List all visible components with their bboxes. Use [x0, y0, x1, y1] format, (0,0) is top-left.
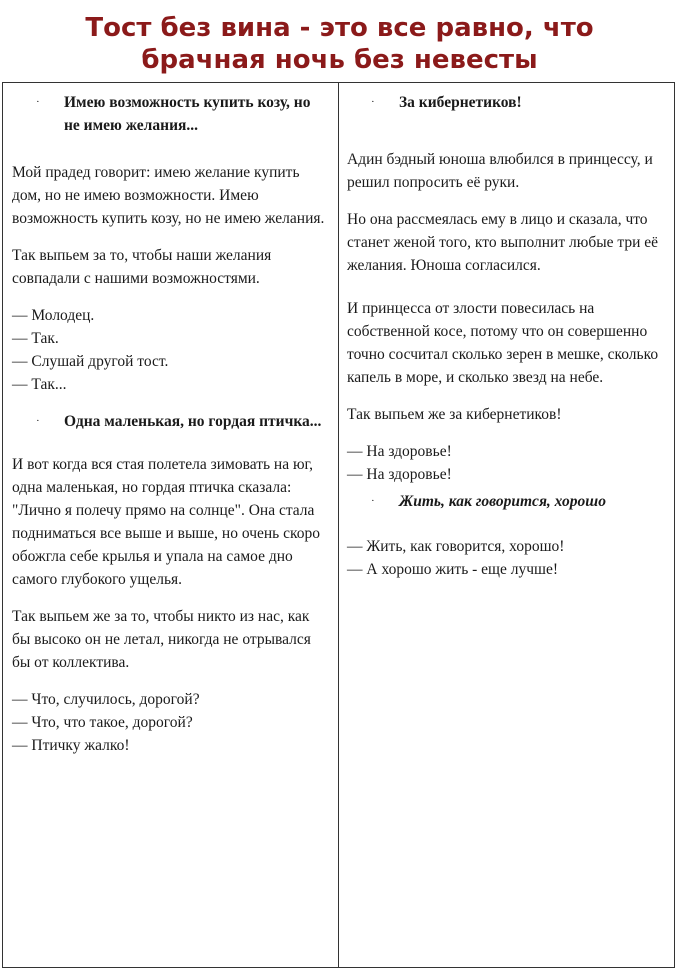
paragraph: Так выпьем же за то, чтобы никто из нас, как бы высоко он не летал, никогда не отрывался бы от коллектива. [12, 608, 311, 671]
paragraph: Адин бэдный юноша влюбился в принцессу, и решил попросить её руки. [347, 151, 653, 191]
paragraph: Так выпьем же за кибернетиков! [347, 406, 562, 423]
dialogue [12, 304, 330, 396]
dialogue-line: — Так. [12, 330, 59, 347]
dialogue-line: — Что, что такое, дорогой? [12, 714, 193, 731]
dialogue [347, 440, 666, 486]
bullet-icon: · [36, 96, 40, 108]
bullet-icon: · [371, 495, 375, 507]
dialogue-line: — На здоровье! [347, 466, 452, 483]
right-column [339, 83, 674, 967]
dialogue-line: — Птичку жалко! [12, 737, 130, 754]
dialogue-line: — Молодец. [12, 307, 95, 324]
bullet-icon: · [36, 415, 40, 427]
paragraph: Так выпьем за то, чтобы наши желания совпадали с нашими возможностями. [12, 247, 272, 287]
toast-heading: · Одна маленькая, но гордая птичка... [12, 410, 330, 433]
toast-heading: · Имею возможность купить козу, но не имею желания... [12, 91, 330, 137]
dialogue-line: — Так... [12, 376, 67, 393]
title-line-2: брачная ночь без невесты [141, 45, 538, 75]
toast-table [2, 82, 675, 968]
dialogue-line: — Слушай другой тост. [12, 353, 169, 370]
page-title [0, 0, 679, 78]
dialogue-line: — А хорошо жить - еще лучше! [347, 561, 558, 578]
dialogue-line: — На здоровье! [347, 443, 452, 460]
dialogue-line: — Жить, как говорится, хорошо! [347, 538, 565, 555]
dialogue [347, 535, 666, 581]
title-line-1: Тост без вина - это все равно, что [85, 13, 594, 43]
paragraph: Мой прадед говорит: имею желание купить дом, но не имею возможности. Имею возможность купить козу, но не имею желания. [12, 164, 325, 227]
left-column [3, 83, 339, 967]
dialogue-line: — Что, случилось, дорогой? [12, 691, 200, 708]
toast-heading: · За кибернетиков! [347, 91, 666, 114]
paragraph: Но она рассмеялась ему в лицо и сказала, что станет женой того, кто выполнит любые три её желания. Юноша согласился. [347, 211, 659, 274]
dialogue [12, 688, 330, 757]
paragraph: И принцесса от злости повесилась на собственной косе, потому что он совершенно точно сосчитал сколько зерен в мешке, сколько капель в море, и сколько звезд на небе. [347, 300, 659, 386]
toast-heading: · Жить, как говорится, хорошо [347, 490, 666, 513]
paragraph: И вот когда вся стая полетела зимовать на юг, одна маленькая, но гордая птичка сказала: "Лично я полечу прямо на солнце". Она стала подниматься все выше и выше, но очень скоро обожгла себе крылья и упала на самое дно самого глубокого ущелья. [12, 456, 320, 588]
bullet-icon: · [371, 96, 375, 108]
